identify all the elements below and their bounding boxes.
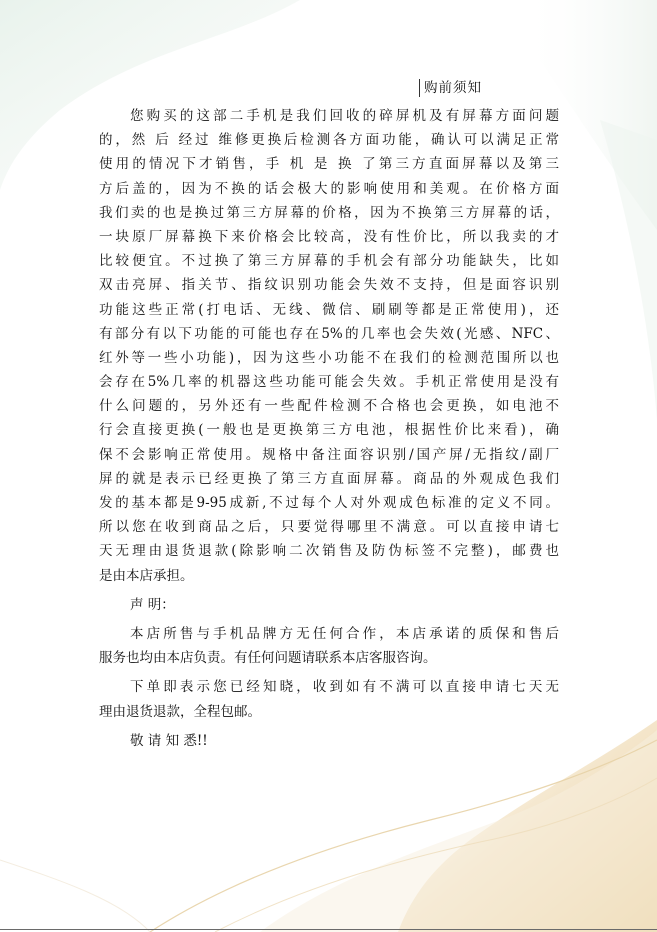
statement-line: 服务也均由本店负责。有任何问题请联系本店客服咨询。 (99, 650, 437, 667)
paragraph-line: 我们卖的也是换过第三方屏幕的价格，因为不换第三方屏幕的话， (99, 204, 559, 221)
paragraph-line: 什么问题的，另外还有一些配件检测不合格也会更换，如电池不 (99, 398, 559, 415)
order-notice-line: 理由退货退款，全程包邮。 (99, 703, 261, 720)
paragraph-line: 使用的情况下才销售，手 机 是 换 了第三方直面屏幕以及第三 (99, 156, 559, 173)
paragraph-line: 有部分有以下功能的可能也存在5%的几率也会失效(光感、NFC、 (99, 325, 559, 342)
statement-heading: 声 明： (130, 596, 175, 613)
paragraph-line: 比较便宜。不过换了第三方屏幕的手机会有部分功能缺失，比如 (99, 253, 559, 270)
paragraph-line: 红外等一些小功能)，因为这些小功能不在我们的检测范围所以也 (99, 349, 559, 366)
closing-remark: 敬 请 知 悉!! (130, 732, 208, 749)
paragraph-line: 的，然 后 经过 维修更换后检测各方面功能，确认可以满足正常 (99, 132, 559, 149)
paragraph-line: 行会直接更换(一般也是更换第三方电池，根据性价比来看)，确 (99, 422, 559, 439)
paragraph-line: 保不会影响正常使用。规格中备注面容识别/国产屏/无指纹/副厂 (99, 446, 559, 463)
paragraph-line: 是由本店承担。 (99, 567, 194, 584)
paragraph-line: 双击亮屏、指关节、指纹识别功能会失效不支持，但是面容识别 (99, 277, 559, 294)
paragraph-line: 您购买的这部二手机是我们回收的碎屏机及有屏幕方面问题 (130, 108, 559, 124)
document-body (99, 104, 559, 753)
paragraph-line: 会存在5%几率的机器这些功能可能会失效。手机正常使用是没有 (99, 374, 559, 391)
paragraph-line: 一块原厂屏幕换下来价格会比较高，没有性价比，所以我卖的才 (99, 228, 559, 245)
paragraph-line: 天无理由退货退款(除影响二次销售及防伪标签不完整)，邮费也 (99, 543, 559, 560)
paragraph-line: 所以您在收到商品之后，只要觉得哪里不满意。可以直接申请七 (99, 519, 559, 536)
paragraph-line: 方后盖的，因为不换的话会极大的影响使用和美观。在价格方面 (99, 180, 559, 197)
paragraph-line: 发的基本都是9-95成新,不过每个人对外观成色标准的定义不同。 (99, 495, 559, 511)
order-notice-line: 下单即表示您已经知晓，收到如有不满可以直接申请七天无 (130, 679, 559, 696)
page-title: 购前须知 (419, 79, 482, 97)
paragraph-line: 功能这些正常(打电话、无线、微信、刷刷等都是正常使用)，还 (99, 301, 559, 318)
paragraph-line: 屏的就是表示已经更换了第三方直面屏幕。商品的外观成色我们 (99, 470, 559, 487)
statement-line: 本店所售与手机品牌方无任何合作，本店承诺的质保和售后 (130, 625, 559, 642)
